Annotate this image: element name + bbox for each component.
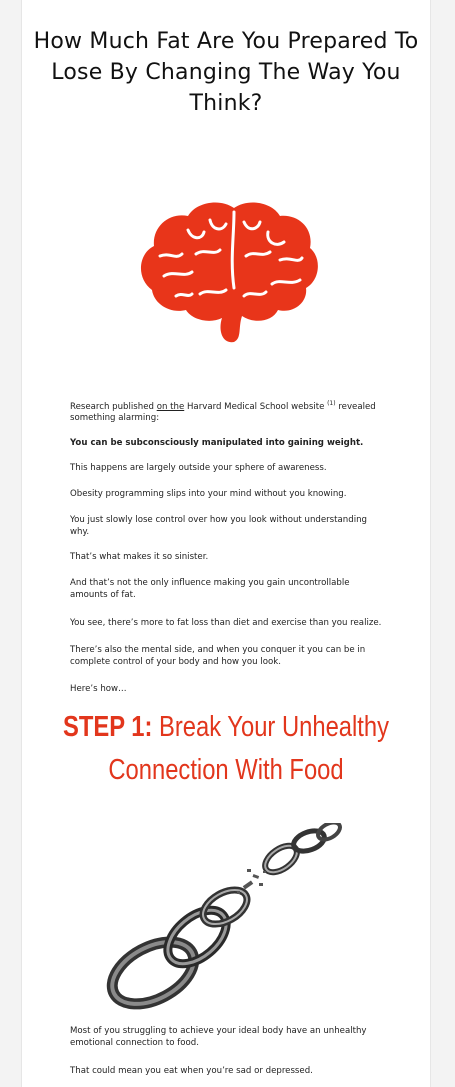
paragraph: Here’s how… <box>70 684 127 694</box>
page-title: How Much Fat Are You Prepared To Lose By Changing The Way You Think? <box>33 29 419 116</box>
step-label: STEP 1: <box>62 711 153 743</box>
paragraph: You just slowly lose control over how you look without understanding why. <box>70 515 367 537</box>
paragraph-bold: You can be subconsciously manipulated into gaining weight. <box>70 438 364 448</box>
paragraph: You see, there’s more to fat loss than diet and exercise than you realize. <box>70 618 382 628</box>
paragraph: And that’s not the only influence making you gain uncontrollable amounts of fat. <box>70 578 350 600</box>
step-title-line1: Break Your Unhealthy <box>152 711 390 743</box>
text: revealed something alarming: <box>70 401 376 424</box>
paragraph: That could mean you eat when you’re sad or depressed. <box>70 1066 313 1076</box>
broken-chain-image <box>101 823 351 1011</box>
harvard-link[interactable]: on the <box>156 401 185 412</box>
paragraph: Most of you struggling to achieve your ideal body have an unhealthy emotional connection to food. <box>70 1026 367 1048</box>
brain-icon <box>130 196 322 344</box>
paragraph: This happens are largely outside your sphere of awareness. <box>70 463 327 473</box>
paragraph-research <box>70 398 385 425</box>
paragraph: Obesity programming slips into your mind without you knowing. <box>70 489 347 499</box>
text: Research published <box>70 401 157 412</box>
paragraph: There’s also the mental side, and when you conquer it you can be in complete control of your body and how you look. <box>70 645 366 667</box>
step-1-heading-line2: Connection With Food <box>108 754 344 786</box>
content-page <box>21 0 431 1087</box>
text: Harvard Medical School website <box>184 401 328 412</box>
step-1-heading <box>59 706 394 749</box>
paragraph: That’s what makes it so sinister. <box>70 552 209 562</box>
citation-1[interactable]: (1) <box>327 400 336 407</box>
